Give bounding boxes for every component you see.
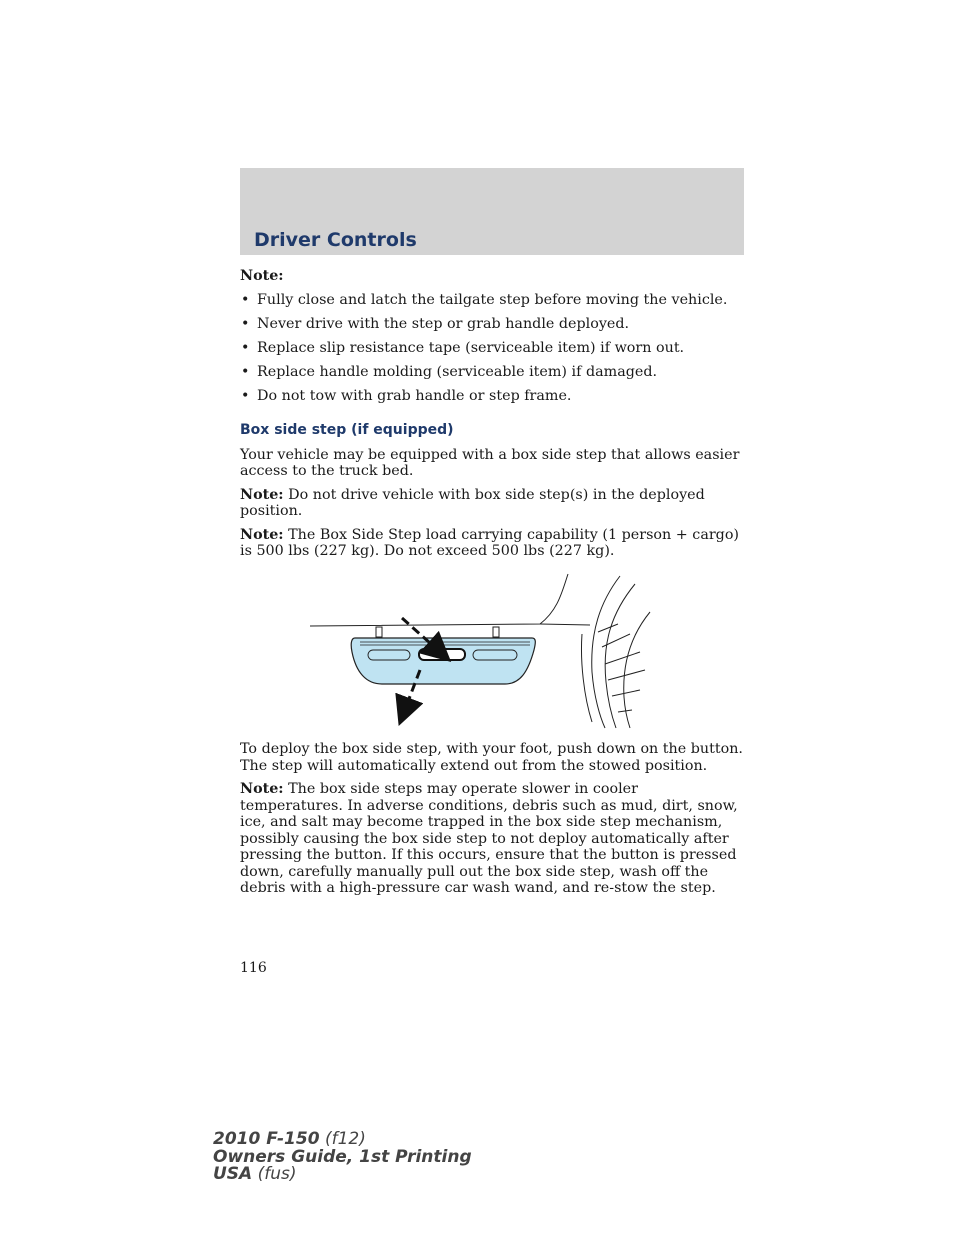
- deploy-paragraph: To deploy the box side step, with your foot, push down on the button. The step will automatically extend out from the stowed position.: [240, 741, 743, 774]
- list-item: • Do not tow with grab handle or step frame.: [240, 388, 744, 405]
- step-diagram-svg: [300, 572, 660, 732]
- footer-model: 2010 F-150: [213, 1129, 320, 1149]
- list-item: • Fully close and latch the tailgate step before moving the vehicle.: [240, 292, 744, 309]
- step-brackets: [376, 627, 499, 637]
- note-label: Note:: [240, 268, 284, 284]
- footer-line-1: [213, 1131, 472, 1149]
- list-item: • Never drive with the step or grab handle deployed.: [240, 316, 744, 333]
- note-label: Note:: [240, 486, 284, 503]
- section-title: Driver Controls: [254, 229, 417, 251]
- tire-outline: [581, 576, 650, 728]
- footer-region: USA: [213, 1164, 253, 1184]
- note-text: The Box Side Step load carrying capability (1 person + cargo) is 500 lbs (227 kg). Do not exceed 500 lbs (227 kg).: [240, 526, 740, 559]
- note-label: Note:: [240, 526, 284, 543]
- document-footer: [213, 1131, 472, 1184]
- footer-guide: Owners Guide, 1st Printing: [213, 1146, 472, 1167]
- notes-list: [240, 292, 744, 405]
- note-paragraph-2: [240, 527, 744, 560]
- section-header-band: [240, 168, 744, 255]
- deploy-instructions: [240, 741, 744, 904]
- list-item: • Replace slip resistance tape (serviceable item) if worn out.: [240, 340, 744, 357]
- intro-paragraph: Your vehicle may be equipped with a box side step that allows easier access to the truck bed.: [240, 446, 740, 479]
- note-text: The box side steps may operate slower in cooler temperatures. In adverse conditions, debris such as mud, dirt, snow, ice, and salt may become trapped in the box side step mechanism, possibly causing the box side step to not deploy automatically after pressing the button. If this occurs, ensure that the button is pressed down, carefully manually pull out the box side step, wash off the debris with a high-pressure car wash wand, and re-stow the step.: [240, 781, 738, 896]
- note-label: Note:: [240, 781, 284, 797]
- step-button: [419, 649, 465, 660]
- footer-line-3: [213, 1166, 472, 1184]
- list-item: • Replace handle molding (serviceable item) if damaged.: [240, 364, 744, 381]
- subsection-heading: Box side step (if equipped): [240, 422, 454, 438]
- note-paragraph-1: [240, 487, 744, 520]
- footer-region-code: (fus): [252, 1164, 297, 1184]
- box-side-step-illustration: [300, 572, 660, 732]
- footer-model-code: (f12): [319, 1129, 366, 1149]
- main-content: [240, 268, 744, 567]
- note-paragraph-3: [240, 781, 744, 897]
- note-text: Do not drive vehicle with box side step(s) in the deployed position.: [240, 486, 705, 519]
- page-number: 116: [240, 960, 267, 976]
